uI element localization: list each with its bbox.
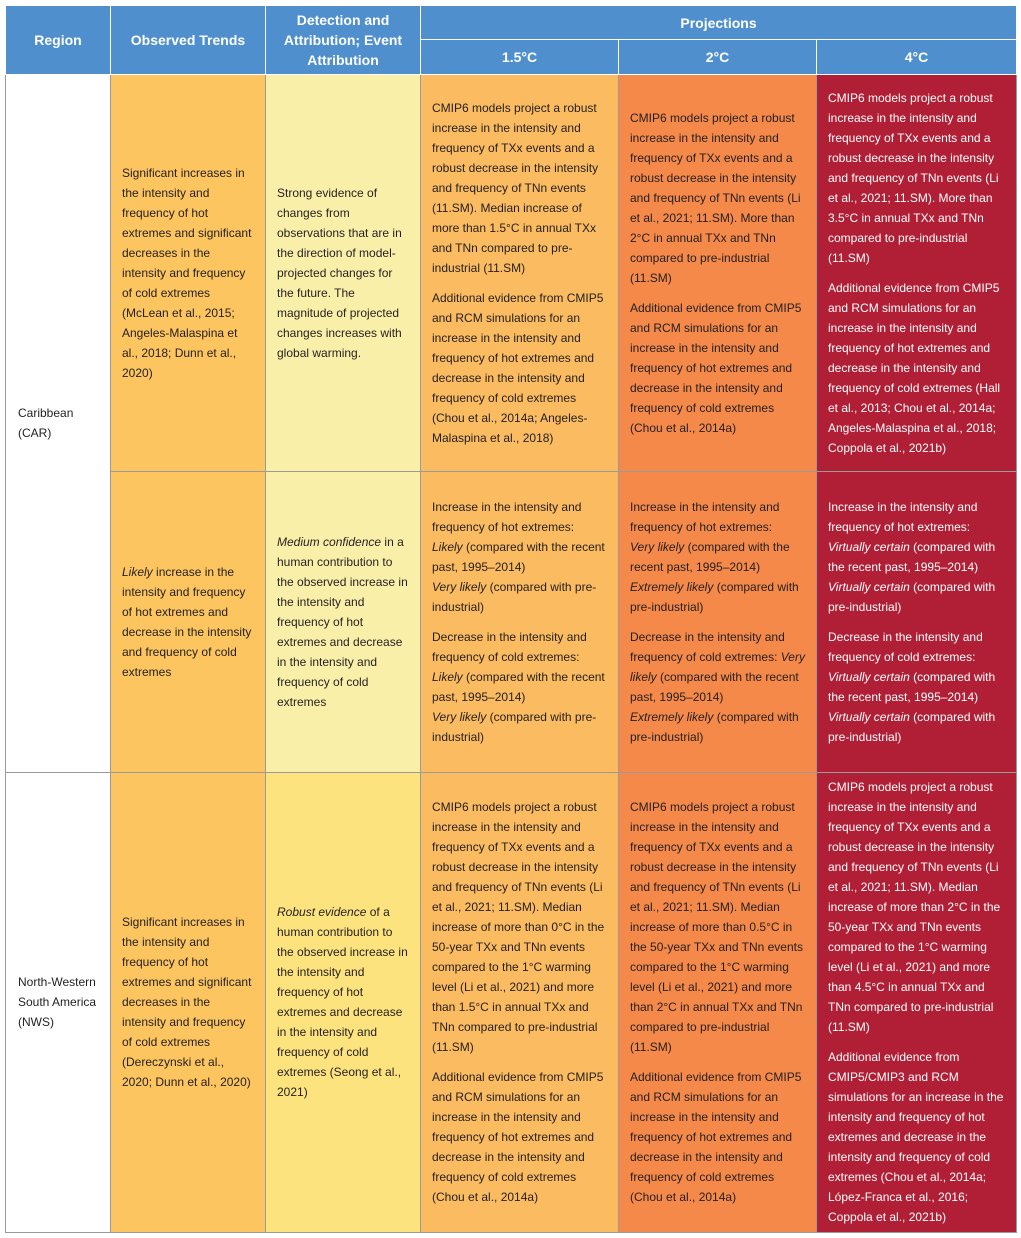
nws-p4-cell	[817, 772, 1017, 1232]
car-observed-text: Significant increases in the intensity and frequency of hot extremes and significant decreases in the intensity and frequency of cold extremes (McLean et al., 2015; Angeles-Malaspina et al., 2018; Dunn et al., 2020)	[122, 166, 252, 381]
nws-detection-evidence: Robust evidence	[277, 905, 367, 920]
car-p15-cmip6: CMIP6 models project a robust increase in the intensity and frequency of TXx events and a robust decrease in the intensity and frequency of TNn events (11.SM). Median increase of more than 1.5°C in annual TXx and TNn compared to pre-industrial (11.SM)	[432, 101, 599, 276]
car-p15-likelihood-cell	[421, 472, 619, 772]
car-p4-cold-likelihood-2: Virtually certain	[828, 709, 910, 724]
nws-p2-additional: Additional evidence from CMIP5 and RCM simulations for an increase in the intensity and frequency of hot extremes and decrease in the intensity and frequency of cold extremes (Chou et al., 2014a)	[630, 1070, 802, 1205]
nws-p2-cell	[619, 772, 817, 1232]
car-p15-cold-text-2: (compared with pre-industrial)	[432, 709, 597, 744]
header-projections: Projections	[421, 6, 1017, 40]
car-p2-hot-text-2: (compared with pre-industrial)	[630, 579, 799, 614]
car-p15-cold-text-1: (compared with the recent past, 1995–2014)	[432, 669, 605, 704]
car-p4-likelihood-cell	[817, 472, 1017, 772]
header-4c: 4°C	[817, 40, 1017, 75]
car-p2-hot-intro: Increase in the intensity and frequency of hot extremes:	[630, 499, 780, 534]
car-p4-cold-intro: Decrease in the intensity and frequency of cold extremes:	[828, 629, 983, 664]
nws-p15-cmip6: CMIP6 models project a robust increase in the intensity and frequency of TXx events and a robust decrease in the intensity and frequency of TNn events (Li et al., 2021; 11.SM). Median increase of more than 0°C in the 50-year TXx and TNn events compared to the 1°C warming level (Li et al., 2021) and more than 1.5°C in annual TXx and TNn compared to pre-industrial (11.SM)	[432, 800, 605, 1055]
header-detection-attribution: Detection and Attribution; Event Attribution	[266, 6, 421, 75]
header-2c: 2°C	[619, 40, 817, 75]
region-car	[6, 75, 111, 773]
car-detection-text: Strong evidence of changes from observations that are in the direction of model-projected changes for the future. The magnitude of projected changes increases with global warming.	[277, 186, 402, 361]
nws-p15-cell	[421, 772, 619, 1232]
nws-observed-text: Significant increases in the intensity and frequency of hot extremes and significant decreases in the intensity and frequency of cold extremes (Dereczynski et al., 2020; Dunn et al., 2020)	[122, 915, 252, 1090]
car-p2-cold-likelihood-2: Extremely likely	[630, 709, 714, 724]
car-p2-hot-likelihood-1: Very likely	[630, 539, 685, 554]
car-p4-cmip6: CMIP6 models project a robust increase in the intensity and frequency of TXx events and a robust decrease in the intensity and frequency of TNn events (Li et al., 2021; 11.SM). More than 3.5°C in annual TXx and TNn compared to pre-industrial (11.SM)	[828, 91, 999, 266]
car-p2-additional: Additional evidence from CMIP5 and RCM simulations for an increase in the intensity and frequency of hot extremes and decrease in the intensity and frequency of cold extremes (Chou et al., 2014a)	[630, 301, 802, 436]
car-detection-confidence-text: in a human contribution to the observed increase in the intensity and frequency of hot extremes and decrease in the intensity and frequency of cold extremes	[277, 534, 408, 709]
header-1-5c: 1.5°C	[421, 40, 619, 75]
nws-p4-cmip6: CMIP6 models project a robust increase in the intensity and frequency of TXx events and a robust decrease in the intensity and frequency of TNn events (Li et al., 2021; 11.SM). Median increase of more than 2°C in the 50-year TXx and TNn events compared to the 1°C warming level (Li et al., 2021) and more than 4.5°C in annual TXx and TNn compared to pre-industrial (11.SM)	[828, 780, 1001, 1035]
car-p2-cmip6: CMIP6 models project a robust increase in the intensity and frequency of TXx events and a robust decrease in the intensity and frequency of TNn events (Li et al., 2021; 11.SM). More than 2°C in annual TXx and TNn compared to pre-industrial (11.SM)	[630, 111, 801, 286]
car-p4-hot-text-1: (compared with the recent past, 1995–2014)	[828, 539, 996, 574]
region-nws-label: North-Western South America (NWS)	[18, 975, 97, 1030]
car-p15-cell	[421, 75, 619, 472]
car-detection-confidence: Medium confidence	[277, 534, 382, 549]
car-observed-likely-text: increase in the intensity and frequency of hot extremes and decrease in the intensity and frequency of cold extremes	[122, 564, 252, 679]
car-p4-cold-text-2: (compared with pre-industrial)	[828, 709, 996, 744]
synthesis-table	[5, 5, 1017, 1233]
nws-observed-cell	[111, 772, 266, 1232]
car-p2-hot-likelihood-2: Extremely likely	[630, 579, 714, 594]
car-p2-hot-text-1: (compared with the recent past, 1995–2014)	[630, 539, 790, 574]
car-p15-cold-intro: Decrease in the intensity and frequency of cold extremes:	[432, 629, 587, 664]
car-p2-cold-intro: Decrease in the intensity and frequency of cold extremes:	[630, 629, 785, 664]
car-p2-cell	[619, 75, 817, 472]
car-p2-cold-text-2: (compared with pre-industrial)	[630, 709, 799, 744]
car-p4-hot-text-2: (compared with pre-industrial)	[828, 579, 996, 614]
car-p15-cold-likelihood-1: Likely	[432, 669, 463, 684]
car-p4-hot-intro: Increase in the intensity and frequency of hot extremes:	[828, 499, 978, 534]
car-p15-hot-text-1: (compared with the recent past, 1995–2014)	[432, 539, 605, 574]
car-observed-likely-cell	[111, 472, 266, 772]
header-region: Region	[6, 6, 111, 75]
car-p2-cold-likelihood-1: Very likely	[630, 649, 805, 684]
car-p4-hot-likelihood-2: Virtually certain	[828, 579, 910, 594]
car-p2-likelihood-cell	[619, 472, 817, 772]
car-p15-hot-intro: Increase in the intensity and frequency of hot extremes:	[432, 499, 582, 534]
car-p4-cold-text-1: (compared with the recent past, 1995–2014)	[828, 669, 996, 704]
car-p2-cold-text-1: (compared with the recent past, 1995–2014)	[630, 669, 799, 704]
car-p4-cold-likelihood-1: Virtually certain	[828, 669, 910, 684]
car-p15-cold-likelihood-2: Very likely	[432, 709, 487, 724]
car-observed-cell	[111, 75, 266, 472]
nws-p4-additional: Additional evidence from CMIP5/CMIP3 and RCM simulations for an increase in the intensity and frequency of hot extremes and decrease in the intensity and frequency of cold extremes (Chou et al., 2014a; López-Franca et al., 2016; Coppola et al., 2021b)	[828, 1050, 1004, 1225]
nws-detection-cell	[266, 772, 421, 1232]
region-car-label: Caribbean (CAR)	[18, 406, 74, 441]
nws-p15-additional: Additional evidence from CMIP5 and RCM simulations for an increase in the intensity and frequency of hot extremes and decrease in the intensity and frequency of cold extremes (Chou et al., 2014a)	[432, 1070, 604, 1205]
car-detection-cell	[266, 75, 421, 472]
region-nws	[6, 772, 111, 1232]
car-p4-cell	[817, 75, 1017, 472]
nws-detection-text: of a human contribution to the observed increase in the intensity and frequency of hot extremes and decrease in the intensity and frequency of cold extremes (Seong et al., 2021)	[277, 905, 408, 1100]
car-p15-hot-likelihood-2: Very likely	[432, 579, 487, 594]
car-observed-likelihood: Likely	[122, 564, 153, 579]
nws-p2-cmip6: CMIP6 models project a robust increase in the intensity and frequency of TXx events and a robust decrease in the intensity and frequency of TNn events (Li et al., 2021; 11.SM). Median increase of more than 0.5°C in the 50-year TXx and TNn events compared to the 1°C warming level (Li et al., 2021) and more than 2°C in annual TXx and TNn compared to pre-industrial (11.SM)	[630, 800, 803, 1055]
header-observed-trends: Observed Trends	[111, 6, 266, 75]
car-detection-confidence-cell	[266, 472, 421, 772]
car-p15-hot-likelihood-1: Likely	[432, 539, 463, 554]
car-p15-additional: Additional evidence from CMIP5 and RCM simulations for an increase in the intensity and frequency of hot extremes and decrease in the intensity and frequency of cold extremes (Chou et al., 2014a; Angeles-Malaspina et al., 2018)	[432, 291, 604, 446]
car-p4-additional: Additional evidence from CMIP5 and RCM simulations for an increase in the intensity and frequency of hot extremes and decrease in the intensity and frequency of cold extremes (Hall et al., 2013; Chou et al., 2014a; Angeles-Malaspina et al., 2018; Coppola et al., 2021b)	[828, 281, 1001, 456]
car-p4-hot-likelihood-1: Virtually certain	[828, 539, 910, 554]
car-p15-hot-text-2: (compared with pre-industrial)	[432, 579, 597, 614]
